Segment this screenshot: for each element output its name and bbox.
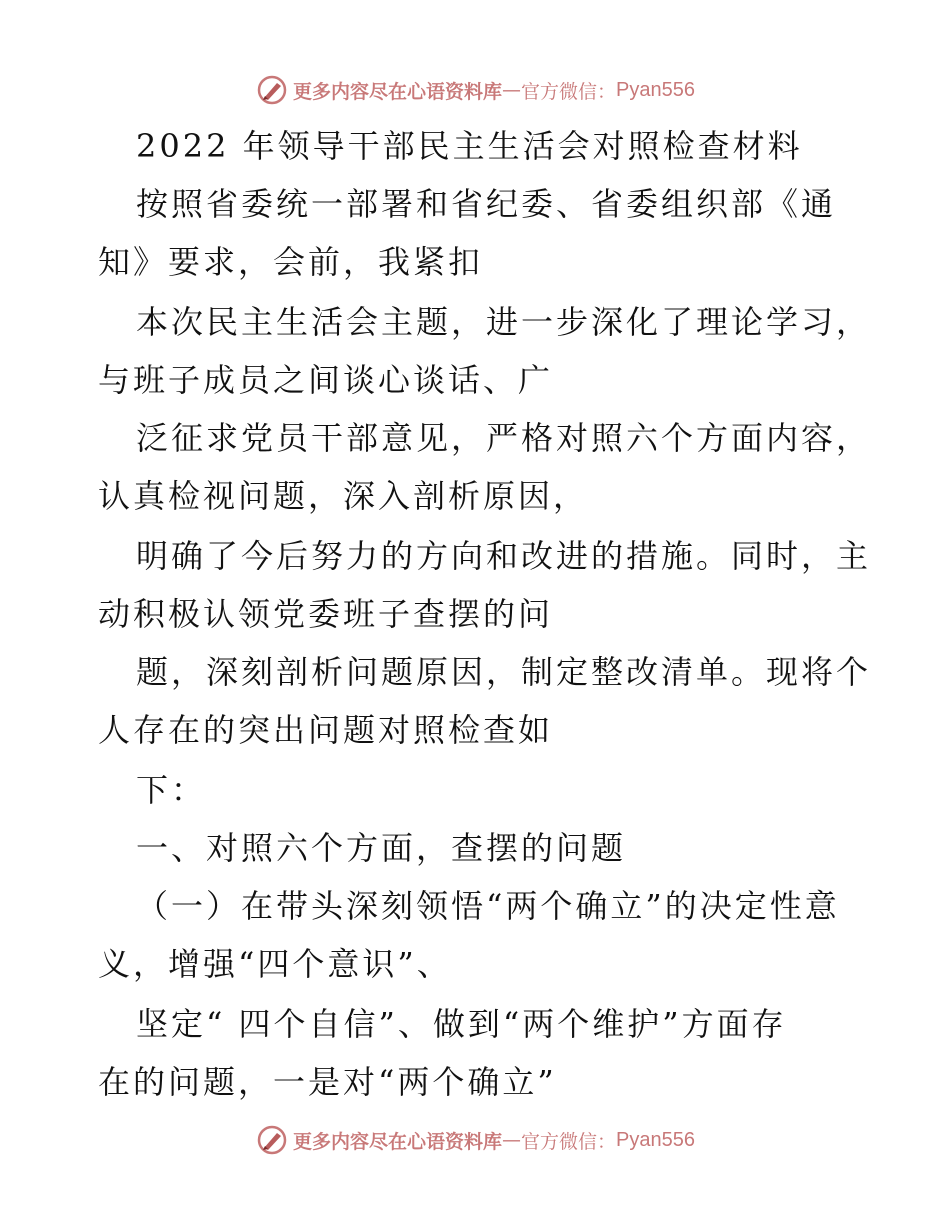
subsection-heading: （一）在带头深刻领悟“两个确立”的决定性意: [136, 887, 840, 925]
document-title: 2022 年领导干部民主生活会对照检查材料: [136, 127, 803, 165]
banner-text: 更多内容尽在心语资料库: [293, 1130, 503, 1153]
banner-wechat-id: Pyan556: [616, 1128, 695, 1151]
section-heading: 一、对照六个方面，查摆的问题: [136, 829, 627, 867]
pen-logo-icon: [255, 73, 289, 107]
text-line: 知》要求，会前，我紧扣: [98, 243, 484, 281]
banner-wechat-id: Pyan556: [616, 78, 695, 101]
text-line: 本次民主生活会主题，进一步深化了理论学习，: [136, 303, 872, 341]
footer-watermark-banner: [0, 1120, 950, 1160]
text-line: 认真检视问题，深入剖析原因，: [98, 477, 589, 515]
text-line: 泛征求党员干部意见，严格对照六个方面内容，: [136, 419, 872, 457]
text-line: 下：: [136, 771, 207, 809]
text-line: 坚定“ 四个自信”、做到“两个维护”方面存: [136, 1005, 787, 1043]
pen-logo-icon: [255, 1123, 289, 1157]
text-line: 在的问题，一是对“两个确立”: [98, 1063, 557, 1101]
banner-separator: —: [502, 1129, 522, 1151]
text-line: 人存在的突出问题对照检查如: [98, 711, 554, 749]
text-line: 与班子成员之间谈心谈话、广: [98, 361, 554, 399]
header-watermark-banner: [0, 70, 950, 110]
text-line: 题，深刻剖析问题原因，制定整改清单。现将个: [136, 653, 872, 691]
text-line: 明确了今后努力的方向和改进的措施。同时，主: [136, 537, 872, 575]
banner-label: 官方微信：: [521, 1130, 617, 1153]
text-line: 按照省委统一部署和省纪委、省委组织部《通: [136, 185, 837, 223]
banner-label: 官方微信：: [521, 80, 617, 103]
banner-text: 更多内容尽在心语资料库: [293, 80, 503, 103]
text-line: 动积极认领党委班子查摆的问: [98, 595, 554, 633]
text-line: 义，增强“四个意识”、: [98, 945, 452, 983]
banner-separator: —: [502, 79, 522, 101]
